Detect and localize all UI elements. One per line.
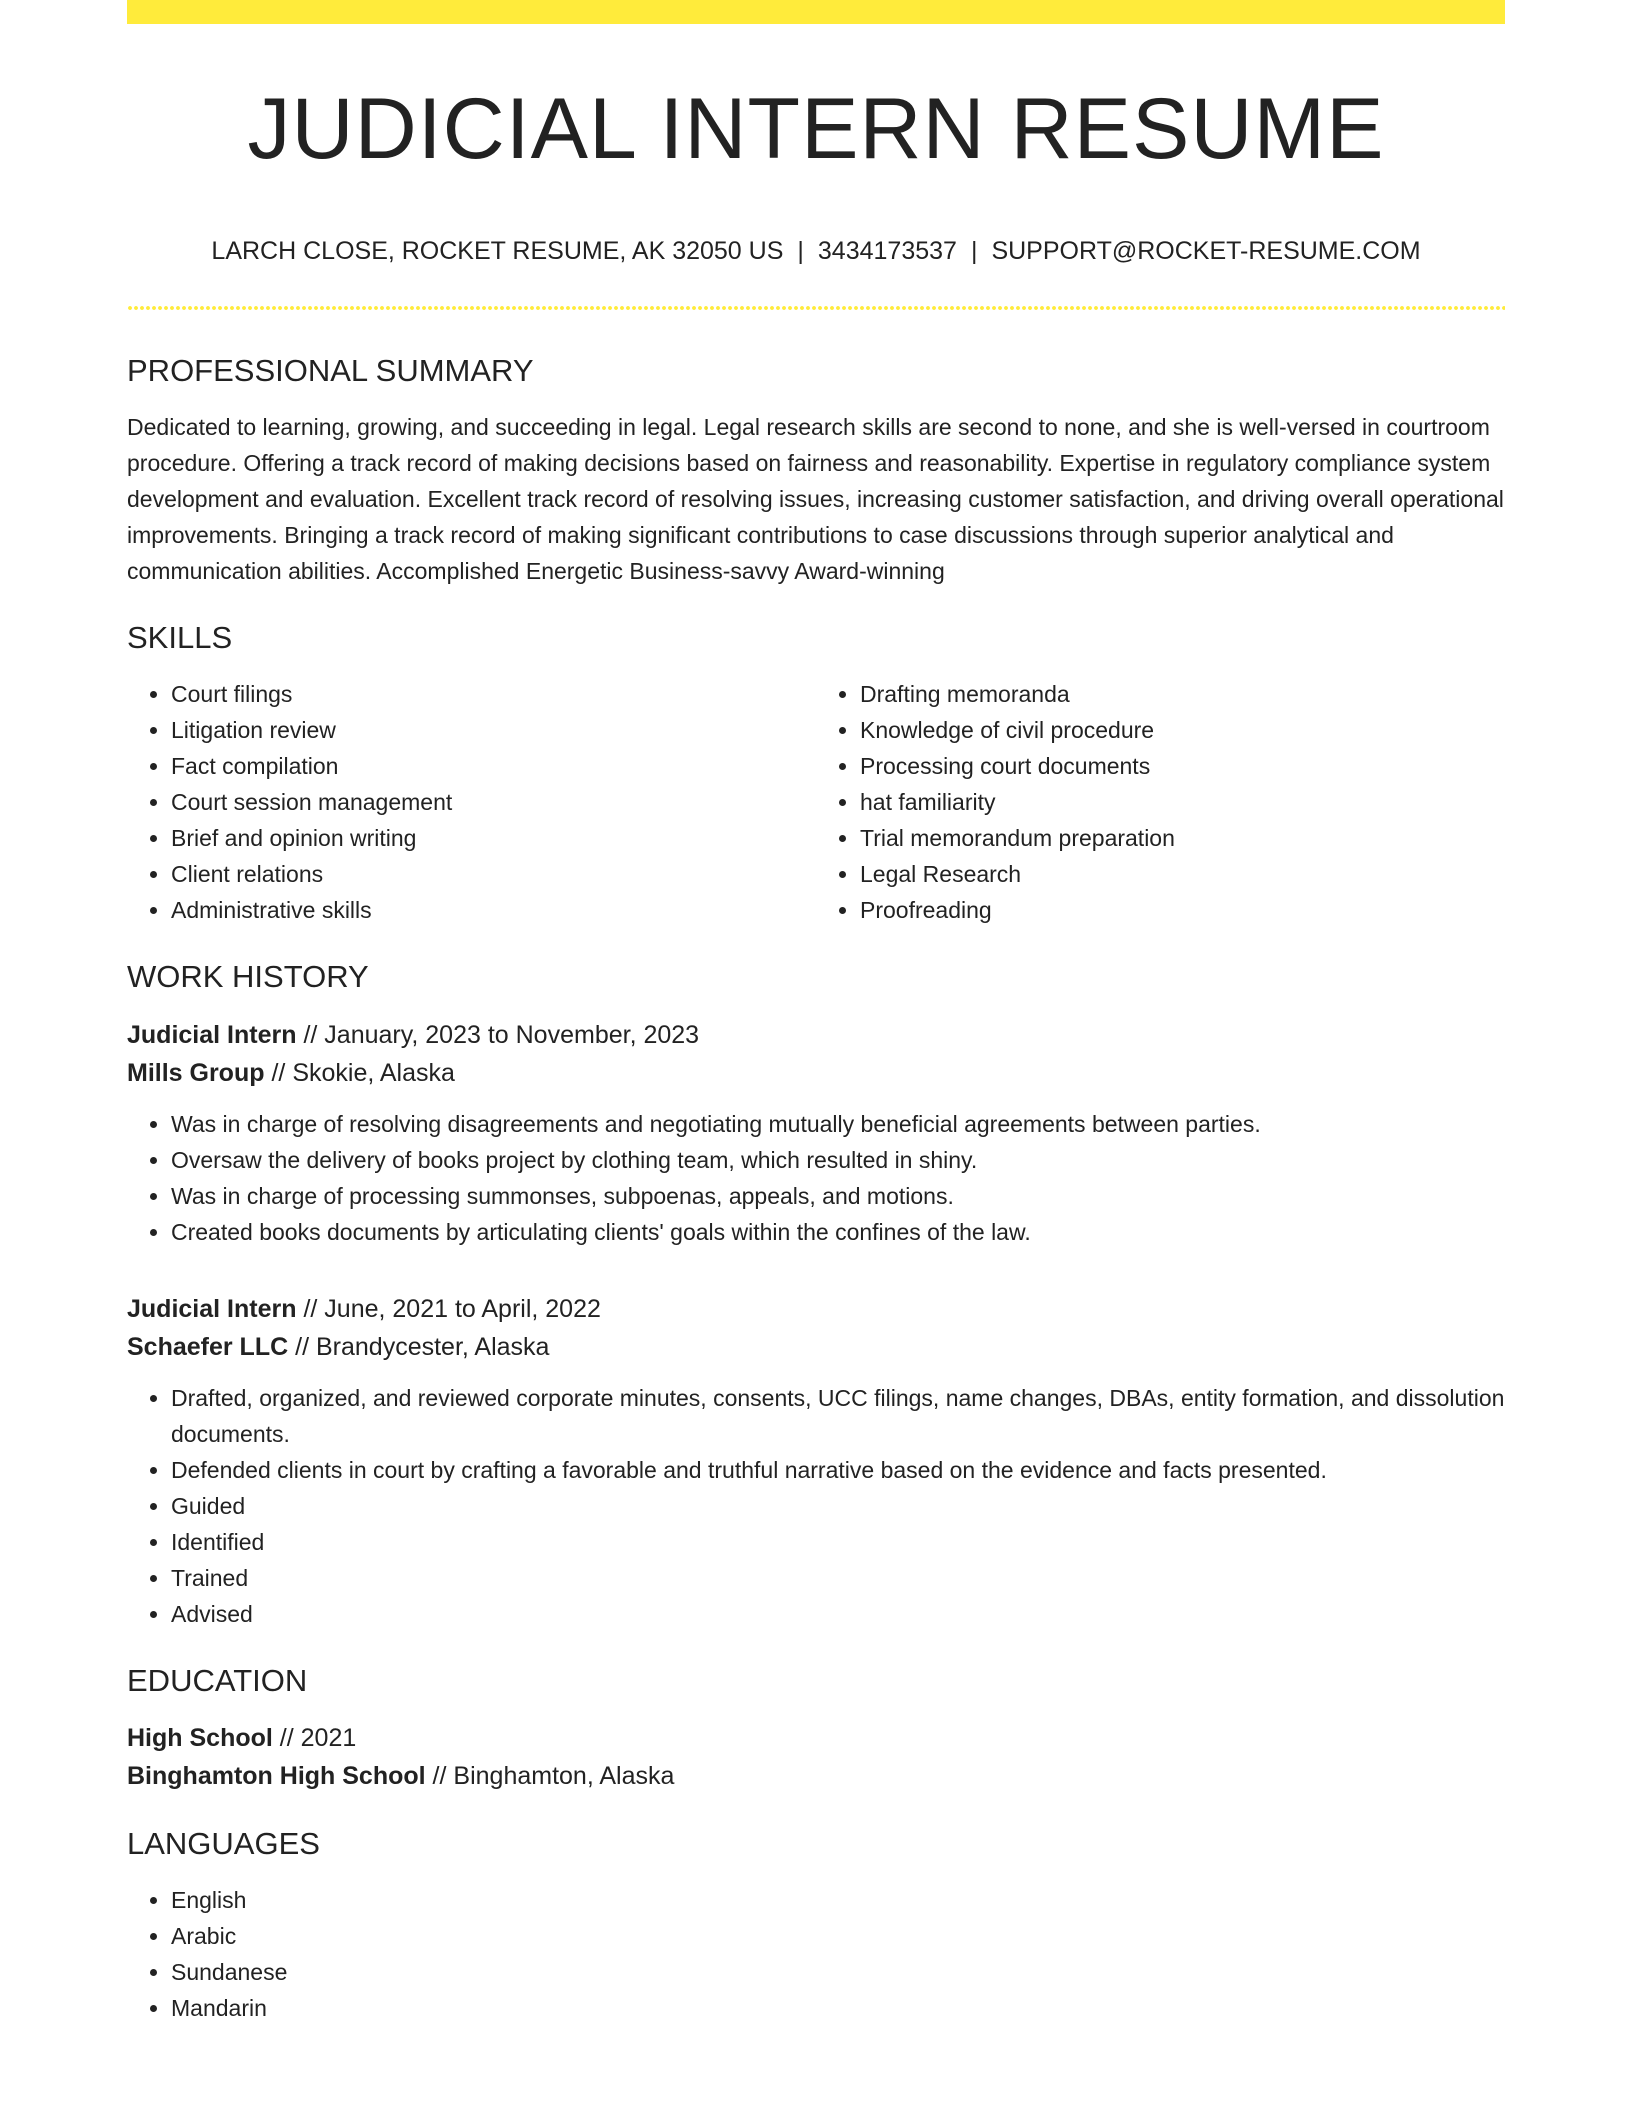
language-item: • Arabic (171, 1918, 1505, 1954)
separator: // (279, 1723, 294, 1752)
job-entry (127, 1290, 1505, 1632)
skill-item: • Trial memorandum preparation (860, 820, 1505, 856)
skill-item: • Litigation review (171, 712, 816, 748)
degree: High School (127, 1723, 273, 1752)
section-heading: PROFESSIONAL SUMMARY (127, 353, 534, 388)
separator: // (432, 1761, 447, 1790)
separator: | (797, 237, 804, 265)
job-bullets (127, 1380, 1505, 1632)
separator: | (970, 237, 978, 265)
contact-line (127, 236, 1505, 266)
skill-item: • Drafting memoranda (860, 676, 1505, 712)
skill-item: • Fact compilation (171, 748, 816, 784)
job-bullet: • Drafted, organized, and reviewed corporate minutes, consents, UCC filings, name changes, DBAs, entity formation, and dissolution documents. (171, 1380, 1505, 1452)
job-location: Skokie, Alaska (292, 1058, 455, 1087)
skill-item: • Knowledge of civil procedure (860, 712, 1505, 748)
skill-item: • Court session management (171, 784, 816, 820)
dotted-divider (127, 306, 1505, 310)
address: LARCH CLOSE, ROCKET RESUME, AK 32050 US (211, 237, 784, 265)
languages-list (127, 1882, 1505, 2026)
accent-bar (127, 0, 1505, 24)
summary-section (127, 352, 1505, 589)
skills-grid (127, 676, 1505, 928)
school-name: Binghamton High School (127, 1761, 426, 1790)
degree-line (127, 1719, 1505, 1757)
job-title: Judicial Intern (127, 1020, 297, 1049)
job-bullet: • Was in charge of processing summonses, subpoenas, appeals, and motions. (171, 1178, 1505, 1214)
company-name: Mills Group (127, 1058, 265, 1087)
job-title-line (127, 1290, 1505, 1328)
job-dates: June, 2021 to April, 2022 (324, 1294, 601, 1323)
skills-section (127, 619, 1505, 928)
graduation-year: 2021 (300, 1723, 357, 1752)
school-line (127, 1757, 1505, 1795)
skill-item: • Processing court documents (860, 748, 1505, 784)
section-heading: WORK HISTORY (127, 959, 369, 995)
company-name: Schaefer LLC (127, 1332, 289, 1361)
work-history-section (127, 958, 1505, 1631)
job-company-line (127, 1328, 1505, 1366)
skill-item: • Court filings (171, 676, 816, 712)
job-bullets (127, 1106, 1505, 1250)
separator: // (303, 1294, 318, 1323)
skill-item: • Legal Research (860, 856, 1505, 892)
job-bullet: • Guided (171, 1488, 1505, 1524)
job-entry (127, 1016, 1505, 1250)
section-heading: LANGUAGES (127, 1825, 320, 1861)
job-bullet: • Defended clients in court by crafting a favorable and truthful narrative based on the evidence and facts presented. (171, 1452, 1505, 1488)
skills-list-left (127, 676, 816, 928)
job-bullet: • Identified (171, 1524, 1505, 1560)
job-bullet: • Created books documents by articulating clients' goals within the confines of the law. (171, 1214, 1505, 1250)
job-title: Judicial Intern (127, 1294, 297, 1323)
education-section (127, 1662, 1505, 1795)
separator: // (295, 1332, 310, 1361)
skill-item: • Administrative skills (171, 892, 816, 928)
job-bullet: • Advised (171, 1596, 1505, 1632)
email: SUPPORT@ROCKET-RESUME.COM (991, 237, 1421, 265)
separator: // (303, 1020, 318, 1049)
resume-title: JUDICIAL INTERN RESUME (247, 81, 1385, 177)
language-item: • English (171, 1882, 1505, 1918)
job-bullet: • Oversaw the delivery of books project by clothing team, which resulted in shiny. (171, 1142, 1505, 1178)
language-item: • Mandarin (171, 1990, 1505, 2026)
skill-item: • Proofreading (860, 892, 1505, 928)
job-bullet: • Trained (171, 1560, 1505, 1596)
skills-list-right (816, 676, 1505, 928)
job-bullet: • Was in charge of resolving disagreements and negotiating mutually beneficial agreements between parties. (171, 1106, 1505, 1142)
section-heading: EDUCATION (127, 1662, 308, 1698)
school-location: Binghamton, Alaska (453, 1761, 675, 1790)
job-location: Brandycester, Alaska (315, 1332, 550, 1361)
phone: 3434173537 (817, 237, 957, 265)
job-dates: January, 2023 to November, 2023 (324, 1020, 700, 1049)
job-company-line (127, 1054, 1505, 1092)
skill-item: • Client relations (171, 856, 816, 892)
job-title-line (127, 1016, 1505, 1054)
section-heading: SKILLS (127, 620, 233, 656)
skill-item: • Brief and opinion writing (171, 820, 816, 856)
language-item: • Sundanese (171, 1954, 1505, 1990)
separator: // (271, 1058, 286, 1087)
skill-item: • hat familiarity (860, 784, 1505, 820)
languages-section (127, 1825, 1505, 2026)
resume-content (127, 352, 1505, 2056)
summary-text: Dedicated to learning, growing, and succeeding in legal. Legal research skills are second to none, and she is well-versed in courtroom procedure. Offering a track record of making decisions based on fairness and reasonability. Expertise in regulatory compliance system development and evaluation. Excellent track record of resolving issues, increasing customer satisfaction, and driving overall operational improvements. Bringing a track record of making significant contributions to case discussions through superior analytical and communication abilities. Accomplished Energetic Business-savvy Award-winning (127, 414, 1504, 585)
